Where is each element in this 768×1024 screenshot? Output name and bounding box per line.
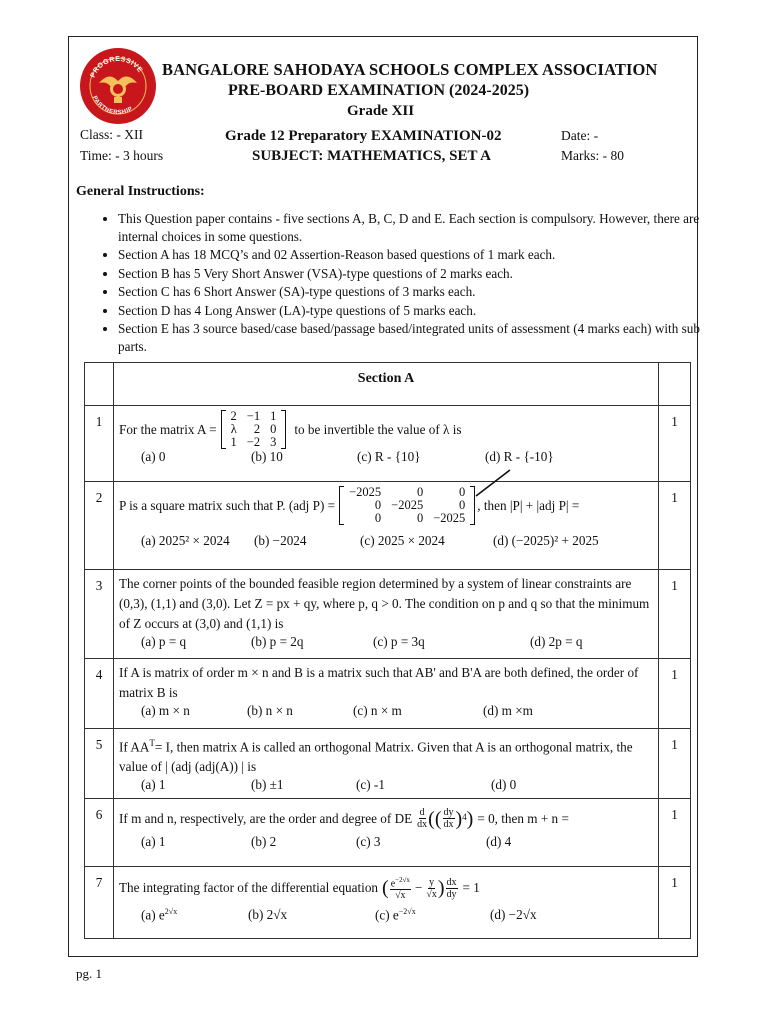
option: (c) 2025 × 2024 <box>360 533 445 548</box>
question-marks: 1 <box>659 729 691 799</box>
option: (a) p = q <box>141 634 187 649</box>
option: (c) R - {10} <box>357 449 421 464</box>
question-text: If A is matrix of order m × n and B is a matrix such that AB' and B'A are both defined, the order of matrix B is <box>119 665 639 700</box>
question-text: The corner points of the bounded feasible region determined by a system of linear constraints are (0,3), (1,1) and (3,0). Let Z = px + qy, where p, q > 0. The condition on p and q so that the minimum of Z occurs at (3,0) and (1,1) is <box>119 576 650 631</box>
class-label: Class: - XII <box>80 127 143 142</box>
grade-title: Grade XII <box>347 103 415 119</box>
time-label: Time: - 3 hours <box>80 148 164 163</box>
matrix-cell: 0 <box>459 485 466 499</box>
question-row <box>85 406 691 482</box>
question-row <box>85 482 691 570</box>
option: (b) 10 <box>251 449 283 464</box>
question-text: P is a square matrix such that P. (adj P) = <box>119 497 336 513</box>
equation: ( $\frac{e^{-2√x}}{√x}$ − $\frac{y}{√x}$ ) $\frac{dx}{dy}$ <box>382 876 457 902</box>
question-marks: 1 <box>659 482 691 570</box>
question-body <box>114 482 659 570</box>
question-marks: 1 <box>659 570 691 659</box>
matrix-cell: −1 <box>246 409 261 423</box>
instruction-item: • Section C has 6 Short Answer (SA)-type questions of 3 marks each. <box>118 283 718 301</box>
instruction-item: • Section E has 3 source based/case based/passage based/integrated units of assessment (4 marks each) with sub parts. <box>118 320 718 355</box>
matrix-cell: 0 <box>374 498 382 512</box>
option: (a) 2025² × 2024 <box>141 533 230 548</box>
matrix-cell: 0 <box>374 511 382 525</box>
question-number: 6 <box>85 799 114 867</box>
matrix-cell: −2025 <box>349 485 382 499</box>
section-title: Section A <box>114 363 659 406</box>
question-marks: 1 <box>659 659 691 729</box>
option: (d) R - {-10} <box>485 449 554 464</box>
matrix-cell: −2 <box>246 435 261 449</box>
option: (b) p = 2q <box>251 634 304 649</box>
question-marks: 1 <box>659 867 691 939</box>
question-number: 3 <box>85 570 114 659</box>
option: (d) 4 <box>486 834 512 849</box>
equation: $\frac{d}{dx}$ (( $\frac{dy}{dx}$ ) 4 ) <box>417 807 474 830</box>
instructions-title: General Instructions: <box>76 184 205 199</box>
questions-table <box>84 362 691 939</box>
matrix-cell: −2025 <box>433 511 466 525</box>
matrix-cell: 0 <box>270 422 277 436</box>
question-text: If $AA^T= I$, then matrix A is called an orthogonal Matrix. Given that A is an orthogonal matrix, the value of | (adj (adj(A)) | is <box>119 738 633 775</box>
instruction-item: • This Question paper contains - five sections A, B, C, D and E. Each section is compulsory. However, there are internal choices in some questions. <box>118 210 718 245</box>
question-number: 4 <box>85 659 114 729</box>
matrix-cell: 3 <box>270 435 277 449</box>
question-text: The integrating factor of the differential equation <box>119 880 379 896</box>
matrix <box>221 410 287 449</box>
date-label: Date: - <box>561 128 599 143</box>
matrix-cell: 2 <box>230 409 237 423</box>
option: (d) 2p = q <box>530 634 583 649</box>
matrix-cell: 2 <box>253 422 261 436</box>
question-body <box>114 570 659 659</box>
matrix-cell: 0 <box>416 485 424 499</box>
question-row <box>85 867 691 939</box>
question-body <box>114 799 659 867</box>
question-body <box>114 867 659 939</box>
logo-text-top: PROGRESSIVE <box>89 55 144 79</box>
option: (c) -1 <box>356 777 385 793</box>
option: (a) 0 <box>141 449 166 464</box>
section-header-row <box>85 363 691 406</box>
school-logo <box>79 47 157 125</box>
option: (c) p = 3q <box>373 634 425 649</box>
option: (a) $e^{2√x}$ <box>141 907 178 923</box>
question-number: 5 <box>85 729 114 799</box>
matrix-cell: −2025 <box>391 498 424 512</box>
question-row <box>85 729 691 799</box>
option: (d) (−2025)² + 2025 <box>493 533 599 548</box>
question-text: = 0, then m + n = <box>477 810 569 826</box>
option: (c) $e^{-2√x}$ <box>375 907 416 923</box>
option: (a) 1 <box>141 834 166 849</box>
option: (d) −2√x <box>490 907 537 923</box>
question-text: , then |P| + |adj P| = <box>477 497 580 513</box>
question-marks: 1 <box>659 799 691 867</box>
question-row <box>85 570 691 659</box>
marks-label: Marks: - 80 <box>561 148 624 163</box>
question-number: 1 <box>85 406 114 482</box>
question-body <box>114 729 659 799</box>
option: (b) 2 <box>251 834 277 849</box>
option: (d) m ×m <box>483 703 533 718</box>
org-name: BANGALORE SAHODAYA SCHOOLS COMPLEX ASSOCIATION <box>162 60 658 79</box>
question-row <box>85 659 691 729</box>
option: (c) 3 <box>356 834 381 849</box>
option: (b) ±1 <box>251 777 284 793</box>
page-number: pg. 1 <box>76 966 102 981</box>
logo-text-bottom: PARTNERSHIP <box>90 95 135 117</box>
question-text: = 1 <box>462 880 480 896</box>
matrix-cell: λ <box>230 422 237 436</box>
matrix-cell: 0 <box>416 511 424 525</box>
option: (a) 1 <box>141 777 166 793</box>
option: (d) 0 <box>491 777 517 793</box>
instruction-item: • Section B has 5 Very Short Answer (VSA)-type questions of 2 marks each. <box>118 265 718 283</box>
question-marks: 1 <box>659 406 691 482</box>
question-number: 7 <box>85 867 114 939</box>
question-number: 2 <box>85 482 114 570</box>
instruction-item: • Section D has 4 Long Answer (LA)-type questions of 5 marks each. <box>118 302 718 320</box>
question-text: to be invertible the value of λ is <box>294 421 462 437</box>
question-text: For the matrix A = <box>119 421 217 437</box>
matrix-cell: 1 <box>230 435 237 449</box>
subject-title: SUBJECT: MATHEMATICS, SET A <box>252 148 491 164</box>
instructions-list <box>100 210 718 356</box>
matrix-cell: 1 <box>270 409 277 423</box>
question-text: If m and n, respectively, are the order and degree of DE <box>119 810 413 826</box>
question-row <box>85 799 691 867</box>
option: (b) −2024 <box>254 533 307 548</box>
option: (b) 2√x <box>248 907 288 923</box>
question-body <box>114 406 659 482</box>
prep-title: Grade 12 Preparatory EXAMINATION-02 <box>225 128 502 144</box>
matrix-cell: 0 <box>459 498 466 512</box>
instruction-item: • Section A has 18 MCQ’s and 02 Assertion-Reason based questions of 1 mark each. <box>118 246 718 264</box>
exam-title: PRE-BOARD EXAMINATION (2024-2025) <box>228 82 530 99</box>
option: (b) n × n <box>247 703 293 718</box>
option: (c) n × m <box>353 703 402 718</box>
matrix <box>339 486 475 525</box>
option: (a) m × n <box>141 703 190 718</box>
question-body <box>114 659 659 729</box>
